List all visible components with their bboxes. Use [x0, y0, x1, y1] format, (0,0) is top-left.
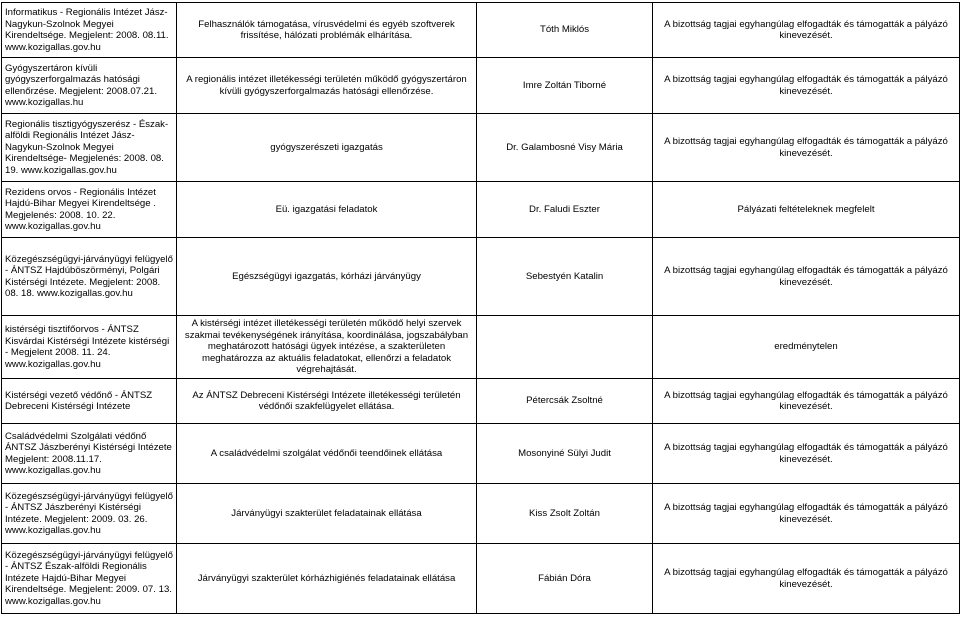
task-cell: Egészségügyi igazgatás, kórházi járványügy	[177, 238, 477, 316]
table-row	[2, 316, 960, 379]
name-cell: Tóth Miklós	[477, 3, 653, 58]
name-cell: Pétercsák Zsoltné	[477, 379, 653, 424]
name-cell: Mosonyiné Sülyi Judit	[477, 424, 653, 484]
table-row	[2, 114, 960, 182]
name-cell: Dr. Galambosné Visy Mária	[477, 114, 653, 182]
task-cell: Járványügyi szakterület kórházhigiénés feladatainak ellátása	[177, 544, 477, 614]
table-row	[2, 238, 960, 316]
table-row	[2, 3, 960, 58]
status-cell: A bizottság tagjai egyhangúlag elfogadták és támogatták a pályázó kinevezését.	[653, 58, 960, 114]
table-row	[2, 424, 960, 484]
status-cell: A bizottság tagjai egyhangúlag elfogadták és támogatták a pályázó kinevezését.	[653, 238, 960, 316]
position-cell: kistérségi tisztifőorvos - ÁNTSZ Kisvárdai Kistérségi Intézete kistérségi - Megjelent 2008. 11. 24. www.kozigallas.gov.hu	[2, 316, 177, 379]
position-cell: Közegészségügyi-járványügyi felügyelő - ÁNTSZ Hajdúböszörményi, Polgári Kistérségi Intézete. Megjelent: 2008. 08. 18. www.kozigallas.gov.hu	[2, 238, 177, 316]
position-cell: Családvédelmi Szolgálati védőnő ÁNTSZ Jászberényi Kistérségi Intézete Megjelent: 2008.11.17. www.kozigallas.gov.hu	[2, 424, 177, 484]
status-cell: A bizottság tagjai egyhangúlag elfogadták és támogatták a pályázó kinevezését.	[653, 379, 960, 424]
table-row	[2, 58, 960, 114]
name-cell	[477, 316, 653, 379]
status-cell: A bizottság tagjai egyhangúlag elfogadták és támogatták a pályázó kinevezését.	[653, 484, 960, 544]
task-cell: gyógyszerészeti igazgatás	[177, 114, 477, 182]
name-cell: Sebestyén Katalin	[477, 238, 653, 316]
name-cell: Dr. Faludi Eszter	[477, 182, 653, 238]
position-cell: Regionális tisztigyógyszerész - Észak-alföldi Regionális Intézet Jász-Nagykun-Szolnok Megyei Kirendeltsége- Megjelenés: 2008. 08. 19. www.kozigallas.gov.hu	[2, 114, 177, 182]
position-cell: Informatikus - Regionális Intézet Jász-Nagykun-Szolnok Megyei Kirendeltsége. Megjelent: 2008. 08.11. www.kozigallas.gov.hu	[2, 3, 177, 58]
table-row	[2, 484, 960, 544]
task-cell: A kistérségi intézet illetékességi területén működő helyi szervek szakmai tevékenységének irányítása, koordinálása, jogszabályban meghatározott hatósági ügyek intézése, a szakterületen meghatározza az aktuális feladatokat, ellenőrzi a feladatok végrehajtását.	[177, 316, 477, 379]
status-cell: A bizottság tagjai egyhangúlag elfogadták és támogatták a pályázó kinevezését.	[653, 114, 960, 182]
table-row	[2, 182, 960, 238]
name-cell: Fábián Dóra	[477, 544, 653, 614]
task-cell: A regionális intézet illetékességi területén működő gyógyszertáron kívüli gyógyszerforgalmazás hatósági ellenőrzése.	[177, 58, 477, 114]
status-cell: A bizottság tagjai egyhangúlag elfogadták és támogatták a pályázó kinevezését.	[653, 544, 960, 614]
position-cell: Kistérségi vezető védőnő - ÁNTSZ Debreceni Kistérségi Intézete	[2, 379, 177, 424]
task-cell: Eü. igazgatási feladatok	[177, 182, 477, 238]
table-row	[2, 544, 960, 614]
position-cell: Rezidens orvos - Regionális Intézet Hajdú-Bihar Megyei Kirendeltsége . Megjelenés: 2008. 10. 22. www.kozigallas.gov.hu	[2, 182, 177, 238]
status-cell: eredménytelen	[653, 316, 960, 379]
appointments-table	[1, 2, 960, 614]
table-row	[2, 379, 960, 424]
status-cell: A bizottság tagjai egyhangúlag elfogadták és támogatták a pályázó kinevezését.	[653, 3, 960, 58]
task-cell: Felhasználók támogatása, vírusvédelmi és egyéb szoftverek frissítése, hálózati problémák elhárítása.	[177, 3, 477, 58]
position-cell: Közegészségügyi-járványügyi felügyelő - ÁNTSZ Észak-alföldi Regionális Intézete Hajdú-Bihar Megyei Kirendeltsége. Megjelent: 2009. 07. 13. www.kozigallas.gov.hu	[2, 544, 177, 614]
name-cell: Kiss Zsolt Zoltán	[477, 484, 653, 544]
task-cell: Járványügyi szakterület feladatainak ellátása	[177, 484, 477, 544]
status-cell: Pályázati feltételeknek megfelelt	[653, 182, 960, 238]
task-cell: A családvédelmi szolgálat védőnői teendőinek ellátása	[177, 424, 477, 484]
status-cell: A bizottság tagjai egyhangúlag elfogadták és támogatták a pályázó kinevezését.	[653, 424, 960, 484]
task-cell: Az ÁNTSZ Debreceni Kistérségi Intézete illetékességi területén védőnői szakfelügyelet ellátása.	[177, 379, 477, 424]
position-cell: Közegészségügyi-járványügyi felügyelő - ÁNTSZ Jászberényi Kistérségi Intézete. Megjelent: 2009. 03. 26. www.kozigallas.gov.hu	[2, 484, 177, 544]
position-cell: Gyógyszertáron kívüli gyógyszerforgalmazás hatósági ellenőrzése. Megjelent: 2008.07.21. www.kozigallas.hu	[2, 58, 177, 114]
name-cell: Imre Zoltán Tiborné	[477, 58, 653, 114]
